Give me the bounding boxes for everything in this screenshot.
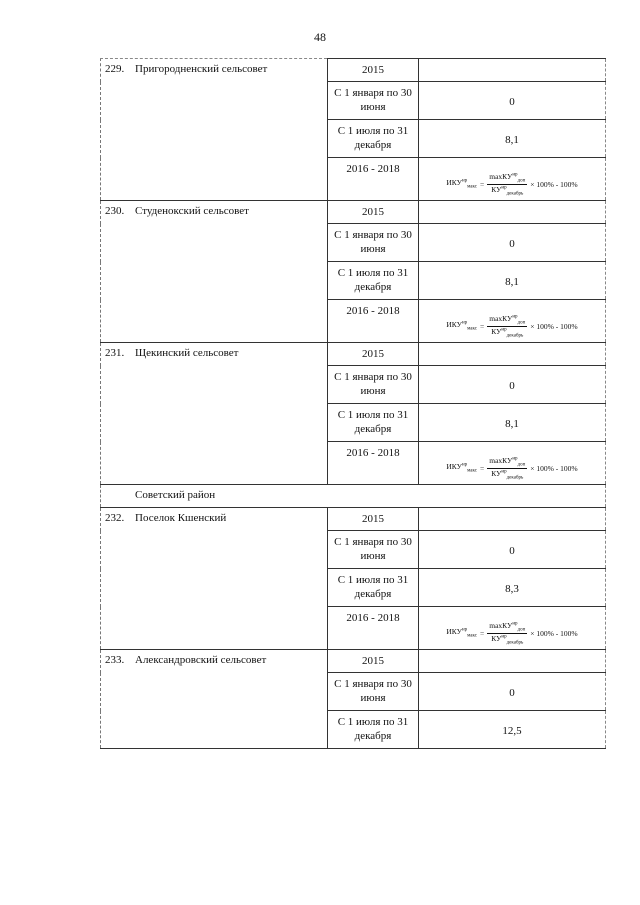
- period-cell: 2016 - 2018: [328, 442, 419, 485]
- value-cell: [419, 120, 606, 158]
- settlement-name: [105, 205, 249, 217]
- formula-denominator: [491, 634, 523, 646]
- formula-lhs-sub: макс: [467, 633, 478, 639]
- value-cell: [419, 343, 606, 366]
- formula-den-sub: декабрь: [506, 475, 524, 480]
- value-text: 8,1: [505, 134, 519, 146]
- formula-fraction: [487, 172, 527, 196]
- formula-denominator: [491, 185, 523, 197]
- value-cell: [419, 300, 606, 343]
- formula-den-sup: нр: [501, 469, 507, 474]
- formula-numerator: [487, 621, 527, 634]
- settlement-label: Пригородненский сельсовет: [135, 63, 268, 75]
- value-cell: [419, 201, 606, 224]
- table-row: [101, 59, 606, 82]
- value-cell: [419, 531, 606, 569]
- value-cell: [419, 262, 606, 300]
- formula-num-main: maxКУ: [489, 621, 513, 630]
- formula-lhs-sup: нр: [461, 462, 468, 468]
- formula-lhs-sup: нр: [461, 320, 468, 326]
- row-number: 230.: [105, 205, 125, 217]
- formula-lhs: [446, 627, 477, 639]
- formula-fraction: [487, 456, 527, 480]
- formula-lhs: [446, 178, 477, 190]
- tariff-table: [100, 58, 606, 749]
- formula-num-sub: доп: [517, 462, 526, 468]
- value-text: 8,3: [505, 583, 519, 595]
- period-cell: С 1 января по 30 июня: [328, 224, 419, 262]
- value-cell: [419, 82, 606, 120]
- period-cell: С 1 июля по 31 декабря: [328, 404, 419, 442]
- value-text: 0: [509, 380, 515, 392]
- value-cell: [419, 366, 606, 404]
- value-text: 12,5: [502, 725, 522, 737]
- formula-numerator: [487, 314, 527, 327]
- period-cell: С 1 июля по 31 декабря: [328, 711, 419, 749]
- formula-numerator: [487, 172, 527, 185]
- formula-lhs-sub: макс: [467, 468, 478, 474]
- value-cell: [419, 650, 606, 673]
- formula-num-main: maxКУ: [489, 314, 513, 323]
- table-row: [101, 650, 606, 673]
- formula-lhs-sub: макс: [467, 326, 478, 332]
- settlement-cell: [101, 59, 328, 201]
- period-cell: 2015: [328, 343, 419, 366]
- settlement-label: Поселок Кшенский: [135, 512, 227, 524]
- formula-lhs-sub: макс: [467, 184, 478, 190]
- formula-tail: × 100% - 100%: [530, 628, 578, 638]
- formula-tail: × 100% - 100%: [530, 321, 578, 331]
- row-number: 229.: [105, 63, 125, 75]
- formula-num-sup: нр: [512, 314, 518, 320]
- table-row: [101, 508, 606, 531]
- value-text: 0: [509, 545, 515, 557]
- formula-den-main: КУ: [491, 184, 502, 194]
- settlement-name: [105, 63, 267, 75]
- period-cell: С 1 января по 30 июня: [328, 531, 419, 569]
- formula-eq: =: [480, 179, 485, 189]
- table-row: [101, 201, 606, 224]
- period-cell: С 1 июля по 31 декабря: [328, 120, 419, 158]
- settlement-cell: [101, 201, 328, 343]
- value-cell: [419, 404, 606, 442]
- settlement-cell: [101, 508, 328, 650]
- period-cell: С 1 июля по 31 декабря: [328, 569, 419, 607]
- period-cell: С 1 января по 30 июня: [328, 366, 419, 404]
- period-cell: 2015: [328, 508, 419, 531]
- formula-num-sub: доп: [517, 320, 526, 326]
- value-cell: [419, 158, 606, 201]
- value-cell: [419, 442, 606, 485]
- period-cell: 2016 - 2018: [328, 158, 419, 201]
- value-text: 8,1: [505, 418, 519, 430]
- formula-den-sup: нр: [501, 634, 507, 639]
- formula-den-main: КУ: [491, 468, 502, 478]
- row-number: 231.: [105, 347, 125, 359]
- formula-eq: =: [480, 463, 485, 473]
- formula-num-sup: нр: [512, 172, 518, 178]
- value-text: 0: [509, 238, 515, 250]
- period-cell: 2015: [328, 650, 419, 673]
- value-text: 0: [509, 96, 515, 108]
- value-text: 0: [509, 687, 515, 699]
- formula-num-main: maxКУ: [489, 456, 513, 465]
- row-number: 232.: [105, 512, 125, 524]
- period-cell: С 1 июля по 31 декабря: [328, 262, 419, 300]
- row-number: 233.: [105, 654, 125, 666]
- formula-lhs: [446, 462, 477, 474]
- formula-den-sup: нр: [501, 327, 507, 332]
- formula: [446, 162, 577, 196]
- formula-num-sup: нр: [512, 456, 518, 462]
- formula-num-sub: доп: [517, 178, 526, 184]
- page-number: 48: [314, 30, 326, 44]
- value-cell: [419, 673, 606, 711]
- period-cell: 2015: [328, 59, 419, 82]
- formula-den-sup: нр: [501, 185, 507, 190]
- formula-eq: =: [480, 321, 485, 331]
- settlement-label: Студенокский сельсовет: [135, 205, 249, 217]
- settlement-label: Щекинский сельсовет: [135, 347, 239, 359]
- formula: [446, 446, 577, 480]
- period-cell: 2015: [328, 201, 419, 224]
- formula-num-sub: доп: [517, 627, 526, 633]
- value-cell: [419, 711, 606, 749]
- formula-denominator: [491, 327, 523, 339]
- value-cell: [419, 59, 606, 82]
- formula-lhs: [446, 320, 477, 332]
- settlement-cell: [101, 343, 328, 485]
- settlement-name: [105, 512, 226, 524]
- formula-num-main: maxКУ: [489, 172, 513, 181]
- period-cell: С 1 января по 30 июня: [328, 673, 419, 711]
- formula: [446, 304, 577, 338]
- formula-num-sup: нр: [512, 621, 518, 627]
- value-text: 8,1: [505, 276, 519, 288]
- formula-den-sub: декабрь: [506, 191, 524, 196]
- formula-numerator: [487, 456, 527, 469]
- formula-den-main: КУ: [491, 633, 502, 643]
- formula-eq: =: [480, 628, 485, 638]
- formula-lhs-sup: нр: [461, 627, 468, 633]
- district-cell: Советский район: [101, 485, 606, 508]
- formula-den-main: КУ: [491, 326, 502, 336]
- period-cell: 2016 - 2018: [328, 607, 419, 650]
- formula-lhs-main: ИКУ: [446, 462, 462, 472]
- formula-lhs-main: ИКУ: [446, 178, 462, 188]
- settlement-label: Александровский сельсовет: [135, 654, 267, 666]
- value-cell: [419, 607, 606, 650]
- table-body: [101, 59, 606, 749]
- value-cell: [419, 224, 606, 262]
- formula-fraction: [487, 314, 527, 338]
- formula-fraction: [487, 621, 527, 645]
- formula: [446, 611, 577, 645]
- formula-lhs-main: ИКУ: [446, 320, 462, 330]
- formula-den-sub: декабрь: [506, 640, 524, 645]
- formula-denominator: [491, 469, 523, 481]
- formula-lhs-sup: нр: [461, 178, 468, 184]
- period-cell: 2016 - 2018: [328, 300, 419, 343]
- settlement-name: [105, 654, 266, 666]
- formula-tail: × 100% - 100%: [530, 179, 578, 189]
- value-cell: [419, 569, 606, 607]
- table-row: [101, 343, 606, 366]
- formula-den-sub: декабрь: [506, 333, 524, 338]
- value-cell: [419, 508, 606, 531]
- district-row: [101, 485, 606, 508]
- settlement-cell: [101, 650, 328, 749]
- formula-tail: × 100% - 100%: [530, 463, 578, 473]
- formula-lhs-main: ИКУ: [446, 627, 462, 637]
- settlement-name: [105, 347, 238, 359]
- period-cell: С 1 января по 30 июня: [328, 82, 419, 120]
